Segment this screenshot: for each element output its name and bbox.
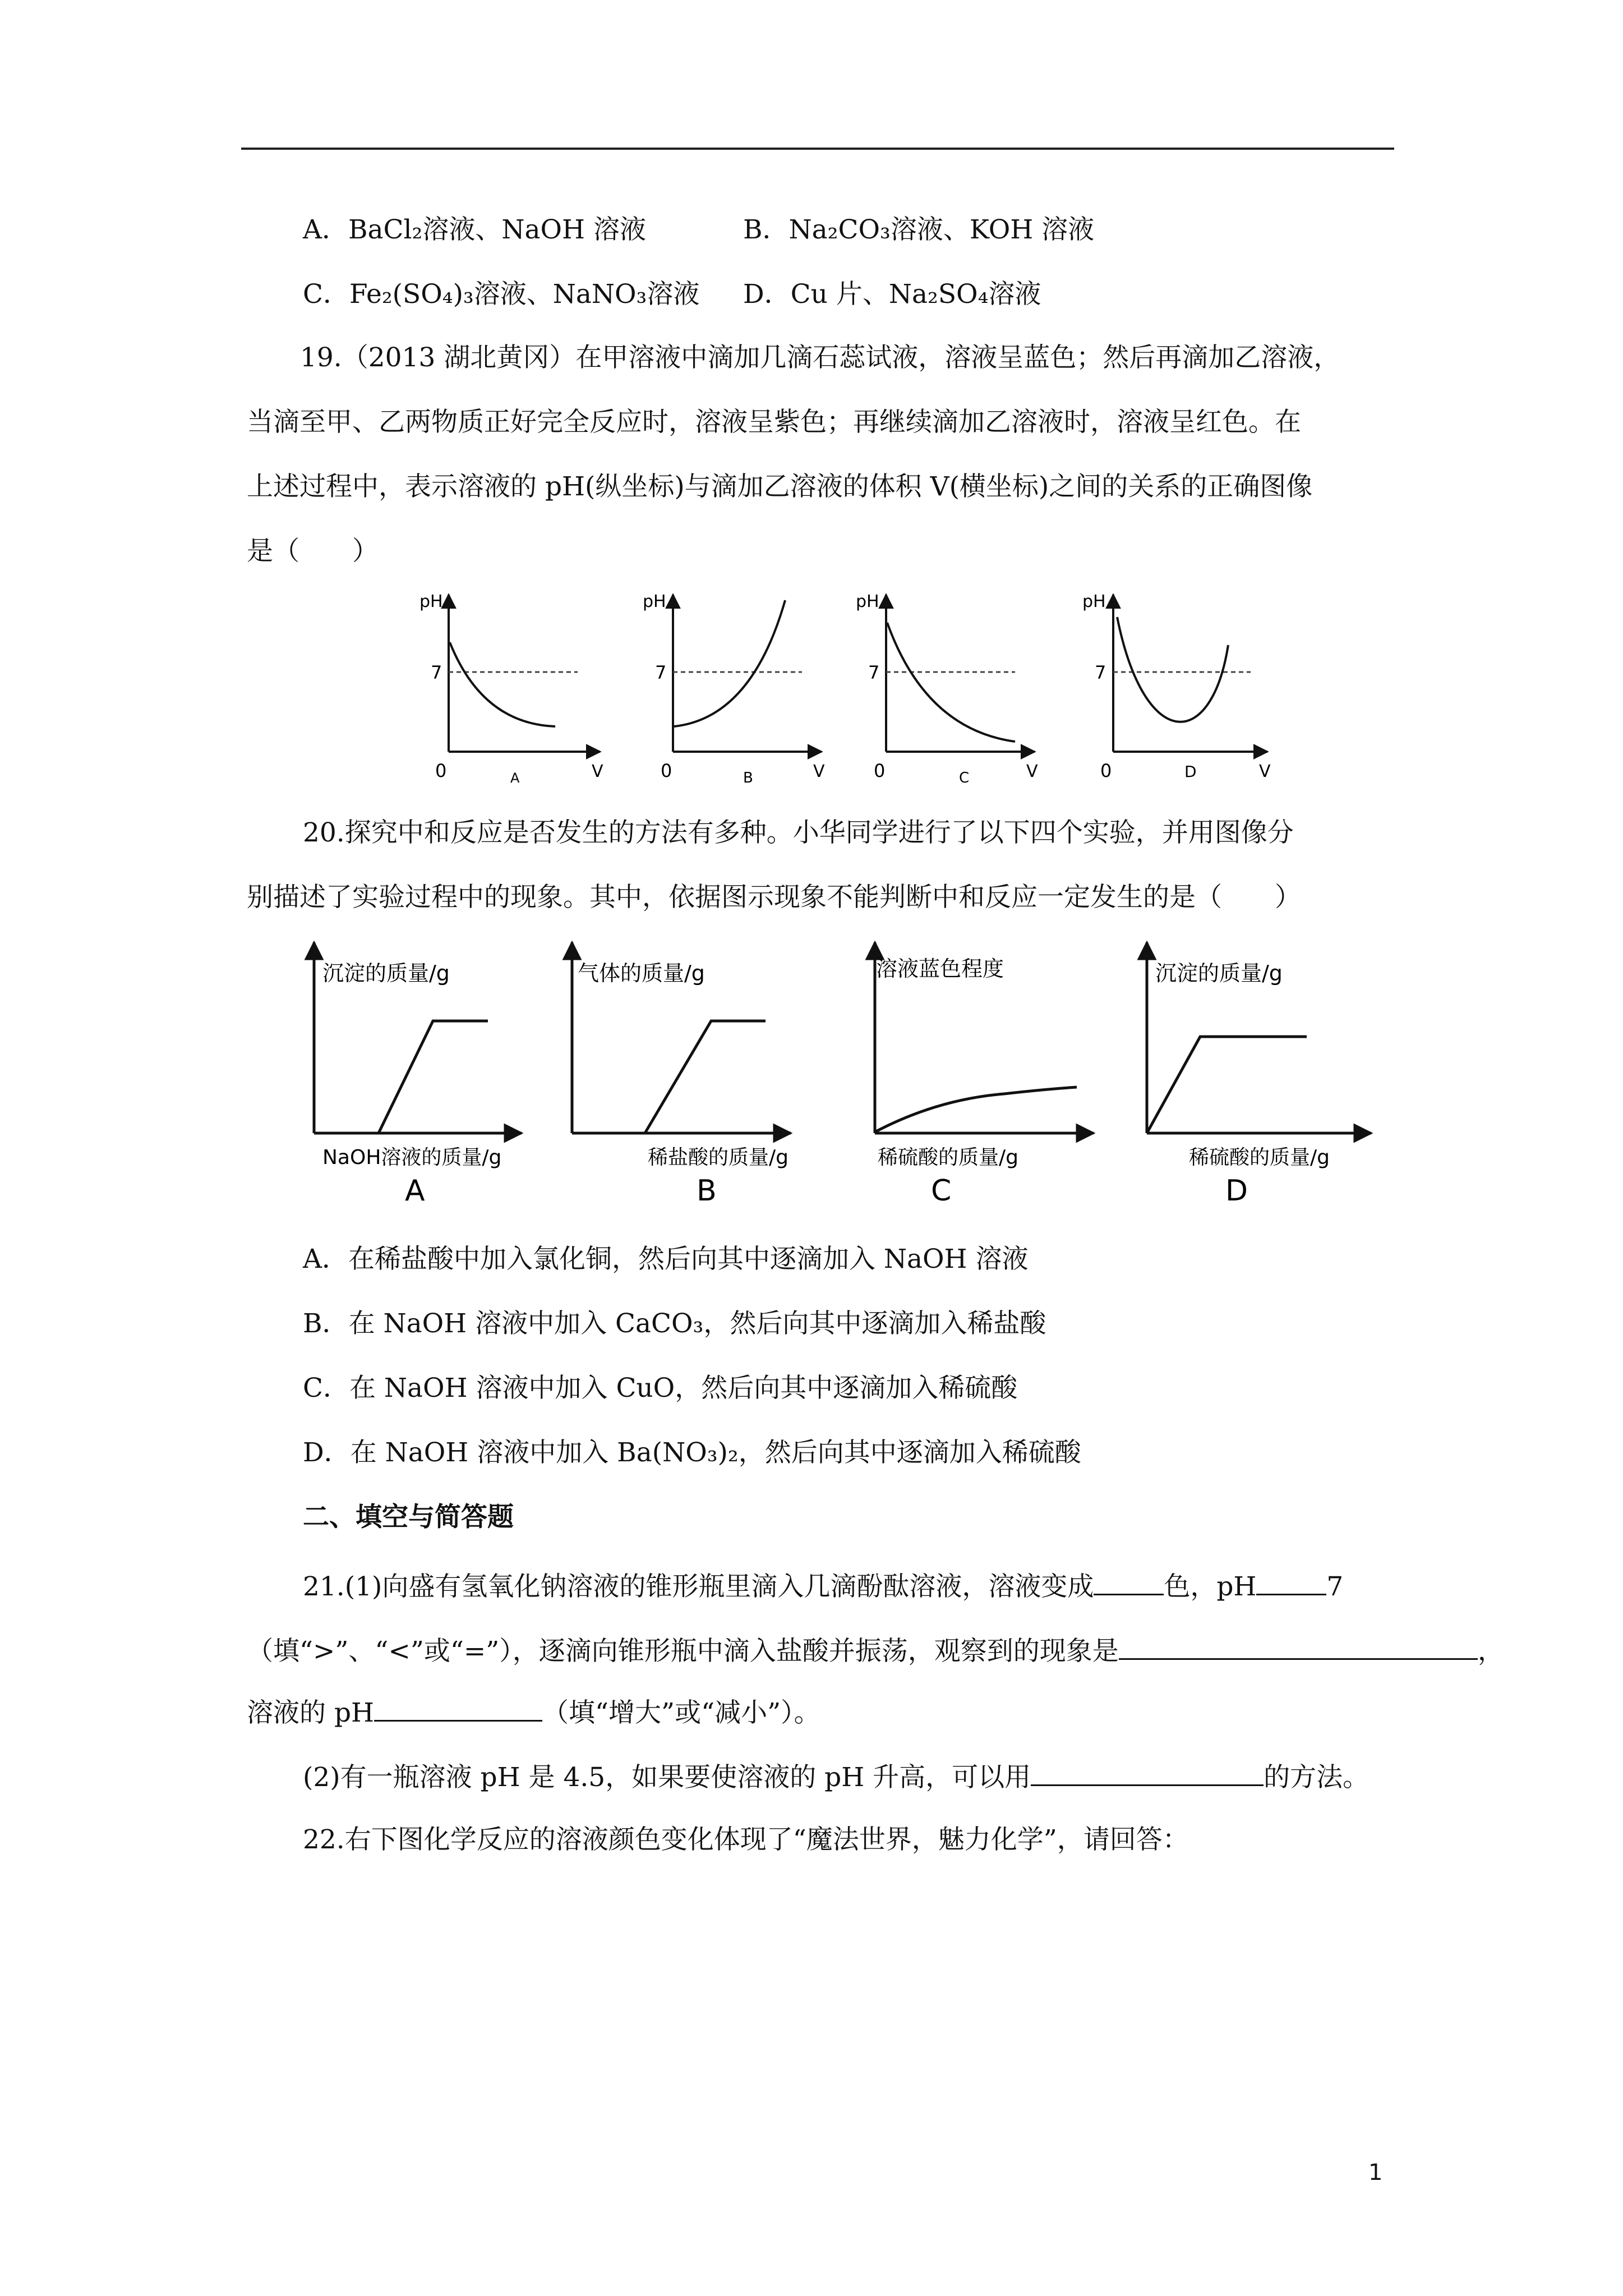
section-2-title: 二、填空与简答题: [303, 1502, 514, 1533]
q21-blank-method[interactable]: [1031, 1759, 1264, 1786]
q21-part1-text: 21.(1)向盛有氢氧化钠溶液的锥形瓶里滴入几滴酚酞溶液，溶液变成: [303, 1571, 1094, 1602]
q20-b-ylabel: 气体的质量/g: [578, 961, 705, 986]
q18-option-d: D．Cu 片、Na₂SO₄溶液: [743, 279, 1041, 310]
q19-graph-d: [1082, 592, 1271, 781]
q21-part2-text: （填“>”、“<”或“=”），逐滴向锥形瓶中滴入盐酸并振荡，观察到的现象是: [247, 1636, 1119, 1667]
q21-part3-text-b: （填“增大”或“减小”）。: [542, 1697, 820, 1728]
q20-d-label: D: [1225, 1174, 1248, 1208]
q19-curve-d: [1117, 617, 1228, 722]
q20-line-1: 20.探究中和反应是否发生的方法有多种。小华同学进行了以下四个实验，并用图像分: [303, 817, 1294, 848]
q21-line-4: [303, 1759, 1369, 1795]
q20-a-xlabel: NaOH溶液的质量/g: [322, 1146, 502, 1169]
q21-blank-phenomenon[interactable]: [1119, 1632, 1478, 1660]
q19-a-ylabel: pH: [419, 592, 443, 611]
q19-curve-b: [674, 600, 785, 726]
q19-b-xlabel: V: [813, 762, 825, 781]
q20-a-label: A: [405, 1174, 425, 1208]
q20-option-c: C．在 NaOH 溶液中加入 CuO，然后向其中逐滴加入稀硫酸: [303, 1373, 1018, 1404]
q19-a-ref: 7: [431, 662, 442, 683]
q20-a-ylabel: 沉淀的质量/g: [322, 961, 450, 986]
q21-line-1: [303, 1568, 1343, 1604]
q19-line-2: 当滴至甲、乙两物质正好完全反应时，溶液呈紫色；再继续滴加乙溶液时，溶液呈红色。在: [247, 407, 1301, 438]
q20-b-xlabel: 稀盐酸的质量/g: [648, 1146, 789, 1169]
q21-blank-ph-change[interactable]: [374, 1694, 542, 1722]
q21-part1-text-c: 7: [1326, 1571, 1344, 1602]
q20-option-d: D．在 NaOH 溶液中加入 Ba(NO₃)₂，然后向其中逐滴加入稀硫酸: [303, 1437, 1081, 1468]
q19-d-xlabel: V: [1259, 762, 1271, 781]
q19-c-origin: 0: [874, 760, 886, 781]
q20-d-xlabel: 稀硫酸的质量/g: [1189, 1146, 1330, 1169]
q19-b-ylabel: pH: [643, 592, 666, 611]
q19-c-ylabel: pH: [856, 592, 879, 611]
q20-graph-c: [875, 942, 1094, 1208]
q21-part4-text: (2)有一瓶溶液 pH 是 4.5，如果要使溶液的 pH 升高，可以用: [303, 1762, 1031, 1793]
q20-line-b: [645, 1021, 766, 1133]
q19-curve-c: [887, 623, 1015, 742]
q20-graph-d: [1147, 942, 1371, 1208]
q19-graph-b: [643, 592, 825, 786]
q18-option-b: B．Na₂CO₃溶液、KOH 溶液: [743, 214, 1095, 245]
q19-a-xlabel: V: [592, 762, 603, 781]
q19-b-ref: 7: [655, 662, 667, 683]
page-number: 1: [1368, 2160, 1383, 2185]
q21-part1-text-b: 色，pH: [1164, 1571, 1257, 1602]
q19-ph-graphs: [415, 583, 1290, 791]
q19-d-origin: 0: [1100, 760, 1112, 781]
q19-line-1: 19.（2013 湖北黄冈）在甲溶液中滴加几滴石蕊试液，溶液呈蓝色；然后再滴加乙溶液，: [300, 342, 1340, 373]
q20-line-c: [875, 1087, 1077, 1132]
q21-line-3: [247, 1694, 820, 1730]
q19-graph-c: [856, 592, 1038, 786]
q21-part3-text: 溶液的 pH: [247, 1697, 375, 1728]
q20-line-2: 别描述了实验过程中的现象。其中，依据图示现象不能判断中和反应一定发生的是（ ）: [247, 882, 1301, 913]
q19-a-origin: 0: [435, 760, 447, 781]
q20-b-label: B: [697, 1174, 717, 1208]
q20-graphs: [297, 931, 1396, 1223]
q20-option-b: B．在 NaOH 溶液中加入 CaCO₃，然后向其中逐滴加入稀盐酸: [303, 1308, 1046, 1339]
q21-blank-ph[interactable]: [1256, 1568, 1326, 1595]
q20-d-ylabel: 沉淀的质量/g: [1155, 961, 1283, 986]
q20-c-ylabel: 溶液蓝色程度: [876, 956, 1004, 981]
q19-line-4: 是（ ）: [247, 536, 379, 567]
q22-line-1: 22.右下图化学反应的溶液颜色变化体现了“魔法世界，魅力化学”，请回答：: [303, 1824, 1189, 1855]
q19-c-ref: 7: [868, 662, 880, 683]
q19-b-origin: 0: [661, 760, 672, 781]
q21-line-2: [247, 1632, 1504, 1668]
q19-graph-a: [419, 592, 603, 786]
q21-part2-text-b: ，: [1477, 1636, 1504, 1667]
q19-curve-a: [450, 642, 555, 726]
q19-line-3: 上述过程中，表示溶液的 pH(纵坐标)与滴加乙溶液的体积 V(横坐标)之间的关系的正确图像: [247, 471, 1313, 502]
q20-line-a: [379, 1021, 488, 1133]
q19-a-label: A: [510, 770, 520, 786]
q19-c-xlabel: V: [1026, 762, 1038, 781]
q18-option-c: C．Fe₂(SO₄)₃溶液、NaNO₃溶液: [303, 279, 700, 310]
q20-graph-b: [572, 942, 791, 1208]
q20-c-label: C: [931, 1174, 952, 1208]
q19-d-ylabel: pH: [1082, 592, 1106, 611]
q20-c-xlabel: 稀硫酸的质量/g: [878, 1146, 1018, 1169]
q21-blank-color[interactable]: [1094, 1568, 1164, 1595]
header-rule: [241, 148, 1394, 150]
q19-c-label: C: [959, 770, 970, 786]
q20-line-d: [1147, 1037, 1307, 1133]
q20-option-a: A．在稀盐酸中加入氯化铜，然后向其中逐滴加入 NaOH 溶液: [303, 1244, 1029, 1274]
q18-option-a: A．BaCl₂溶液、NaOH 溶液: [303, 214, 646, 245]
q19-d-ref: 7: [1095, 662, 1106, 683]
q19-b-label: B: [743, 770, 753, 786]
q19-d-label: D: [1184, 762, 1197, 781]
q21-part4-text-b: 的方法。: [1264, 1762, 1370, 1793]
q20-graph-a: [314, 942, 522, 1208]
